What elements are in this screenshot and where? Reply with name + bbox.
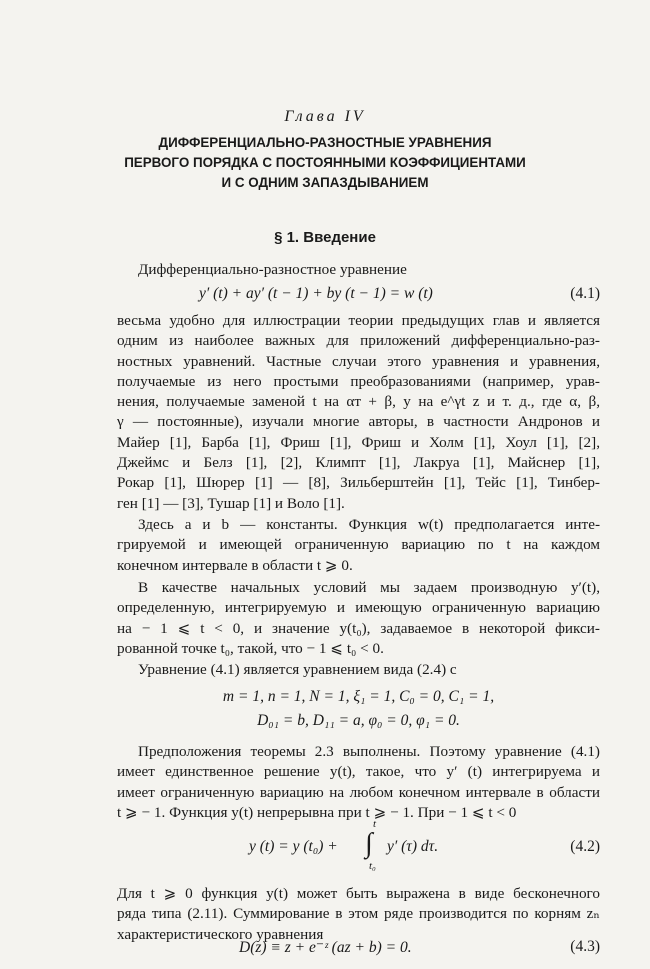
text-line: на − 1 ⩽ t < 0, и значение y(t₀), задаваемое в некоторой фикси- [117,619,600,637]
parameters-line-1: m = 1, n = 1, N = 1, ξ₁ = 1, C₀ = 0, C₁ = 1, [222,688,495,705]
equation-body: D(z) ≡ z + e⁻ᶻ (az + b) = 0. [239,939,412,956]
text-line: γ — постоянные), изучали многие авторы, в частности Андронов и [117,413,600,431]
integral-sign: ∫ [365,828,373,859]
text-line: Предположения теоремы 2.3 выполнены. Поэтому уравнение (4.1) [138,743,600,760]
text-line: ряда типа (2.11). Суммирование в этом ряде производится по корням zₙ [117,905,600,923]
text-line: имеет ограниченную вариацию на любом конечном интервале в области [117,783,600,801]
integral-upper-limit: t [373,818,377,830]
text-line: получаемые из него простыми преобразованиями (например, урав- [117,372,600,390]
text-line: грируемой и имеющей ограниченную вариацию по t на каждом [117,536,600,554]
intro-text [117,260,600,280]
equation-number: (4.3) [570,938,600,955]
title-line: ДИФФЕРЕНЦИАЛЬНО-РАЗНОСТНЫЕ УРАВНЕНИЯ [158,135,492,150]
text-line: Майер [1], Барба [1], Фриш [1], Фриш и Холм [1], Хоул [1], [2], [117,433,600,451]
equation-4-3 [117,938,600,960]
section-heading: § 1. Введение [274,229,376,246]
equation-integrand: y′ (τ) dτ. [387,838,439,855]
text-line: Для t ⩾ 0 функция y(t) может быть выражена в виде бесконечного [117,885,600,902]
text-line: характеристического уравнения [117,925,324,943]
text-line: ностных уравнений. Частные случаи этого уравнения и уравнения, [117,352,600,370]
chapter-heading: Глава IV [284,108,366,125]
text-line: ген [1] — [3], Тушар [1] и Воло [1]. [117,494,345,512]
equation-4-2 [117,818,600,872]
equation-number: (4.1) [570,285,600,302]
equation-number: (4.2) [570,838,600,855]
title-line: ПЕРВОГО ПОРЯДКА С ПОСТОЯННЫМИ КОЭФФИЦИЕНТАМИ [124,155,526,170]
chapter-title [60,133,590,193]
text-line: одним из наиболее важных для приложений дифференциально-раз- [117,332,600,350]
text-line: Уравнение (4.1) является уравнением вида (2.4) с [138,661,457,678]
text-line: Джеймс и Белз [1], [2], Климпт [1], Лакруа [1], Майснер [1], [117,454,600,472]
text-line: Рокар [1], Шюрер [1] — [8], Зильберштейн [1], Тейс [1], Тинбер- [117,474,600,492]
text-line: Дифференциально-разностное уравнение [138,261,407,278]
text-line: Здесь a и b — константы. Функция w(t) предполагается инте- [138,516,600,533]
paragraph-6 [117,884,600,945]
paragraph-4 [117,660,600,680]
text-line: рованной точке t₀, такой, что − 1 ⩽ t₀ < 0. [117,639,384,657]
paragraph-2 [117,515,600,576]
text-line: В качестве начальных условий мы задаем производную y′(t), [138,579,600,596]
paragraph-5 [117,742,600,823]
equation-lhs: y (t) = y (t₀) + [249,838,338,855]
text-line: весьма удобно для иллюстрации теории предыдущих глав и является [117,312,600,329]
text-line: определенную, интегрируемую и имеющую ограниченную вариацию [117,599,600,617]
text-line: имеет единственное решение y(t), такое, что y′ (t) интегрируема и [117,763,600,781]
parameters-line-2: D₀₁ = b, D₁₁ = a, φ₀ = 0, φ₁ = 0. [257,712,460,729]
equation-body: y′ (t) + ay′ (t − 1) + by (t − 1) = w (t) [199,285,433,302]
paragraph-1 [117,311,600,514]
integral-lower-limit: t₀ [369,860,376,872]
paragraph-3 [117,578,600,659]
text-line: нения, получаемые заменой t на αт + β, y на e^γt z и т. д., где α, β, [117,393,600,411]
text-line: t ⩾ − 1. Функция y(t) непрерывна при t ⩾ − 1. При − 1 ⩽ t < 0 [117,803,517,821]
equation-4-1 [117,285,600,307]
text-line: конечном интервале в области t ⩾ 0. [117,556,353,574]
title-line: И С ОДНИМ ЗАПАЗДЫВАНИЕМ [221,175,429,190]
